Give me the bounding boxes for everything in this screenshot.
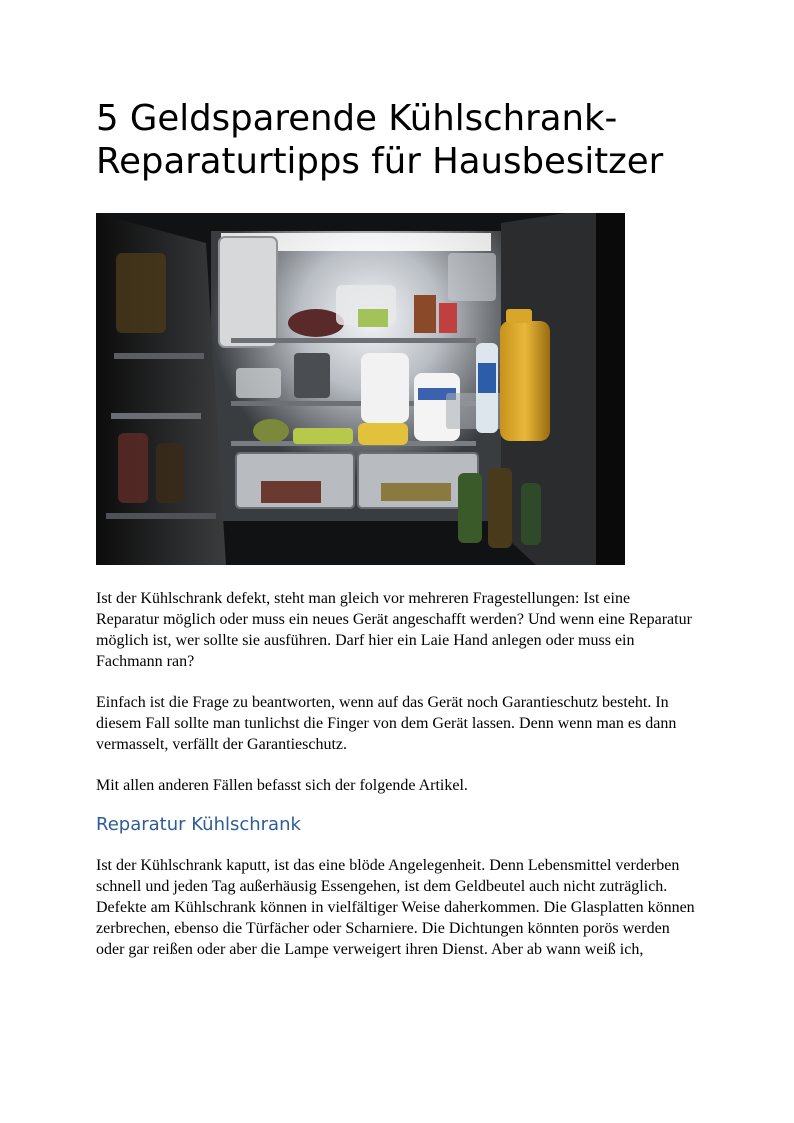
open-refrigerator-photo (96, 213, 625, 565)
page-title (96, 97, 736, 183)
section-paragraph: Ist der Kühlschrank kaputt, ist das eine blöde Angelegenheit. Denn Lebensmittel verderben schnell und jeden Tag außerhäusig Essengehen, ist dem Geldbeutel auch nicht zuträglich. Defekte am Kühlschrank können in vielfältiger Weise daherkommen. Die Glasplatten können zerbrechen, ebenso die Türfächer oder Scharniere. Die Dichtungen könnten porös werden oder gar reißen oder aber die Lampe verweigert ihren Dienst. Aber ab wann weiß ich, (96, 857, 695, 958)
intro-paragraph-1: Ist der Kühlschrank defekt, steht man gleich vor mehreren Fragestellungen: Ist eine Reparatur möglich oder muss ein neues Gerät angeschafft werden? Und wenn eine Reparatur möglich ist, wer sollte sie ausführen. Darf hier ein Laie Hand anlegen oder muss ein Fachmann ran? (96, 590, 692, 670)
section-heading: Reparatur Kühlschrank (96, 814, 301, 835)
intro-paragraph-3: Mit allen anderen Fällen befasst sich der folgende Artikel. (96, 777, 468, 794)
intro-paragraph-2: Einfach ist die Frage zu beantworten, wenn auf das Gerät noch Garantieschutz besteht. In diesem Fall sollte man tunlichst die Finger von dem Gerät lassen. Denn wenn man es dann vermasselt, verfällt der Garantieschutz. (96, 694, 677, 753)
page-title-line-2: Reparaturtipps für Hausbesitzer (96, 141, 664, 182)
page-title-line-1: 5 Geldsparende Kühlschrank- (96, 98, 618, 139)
